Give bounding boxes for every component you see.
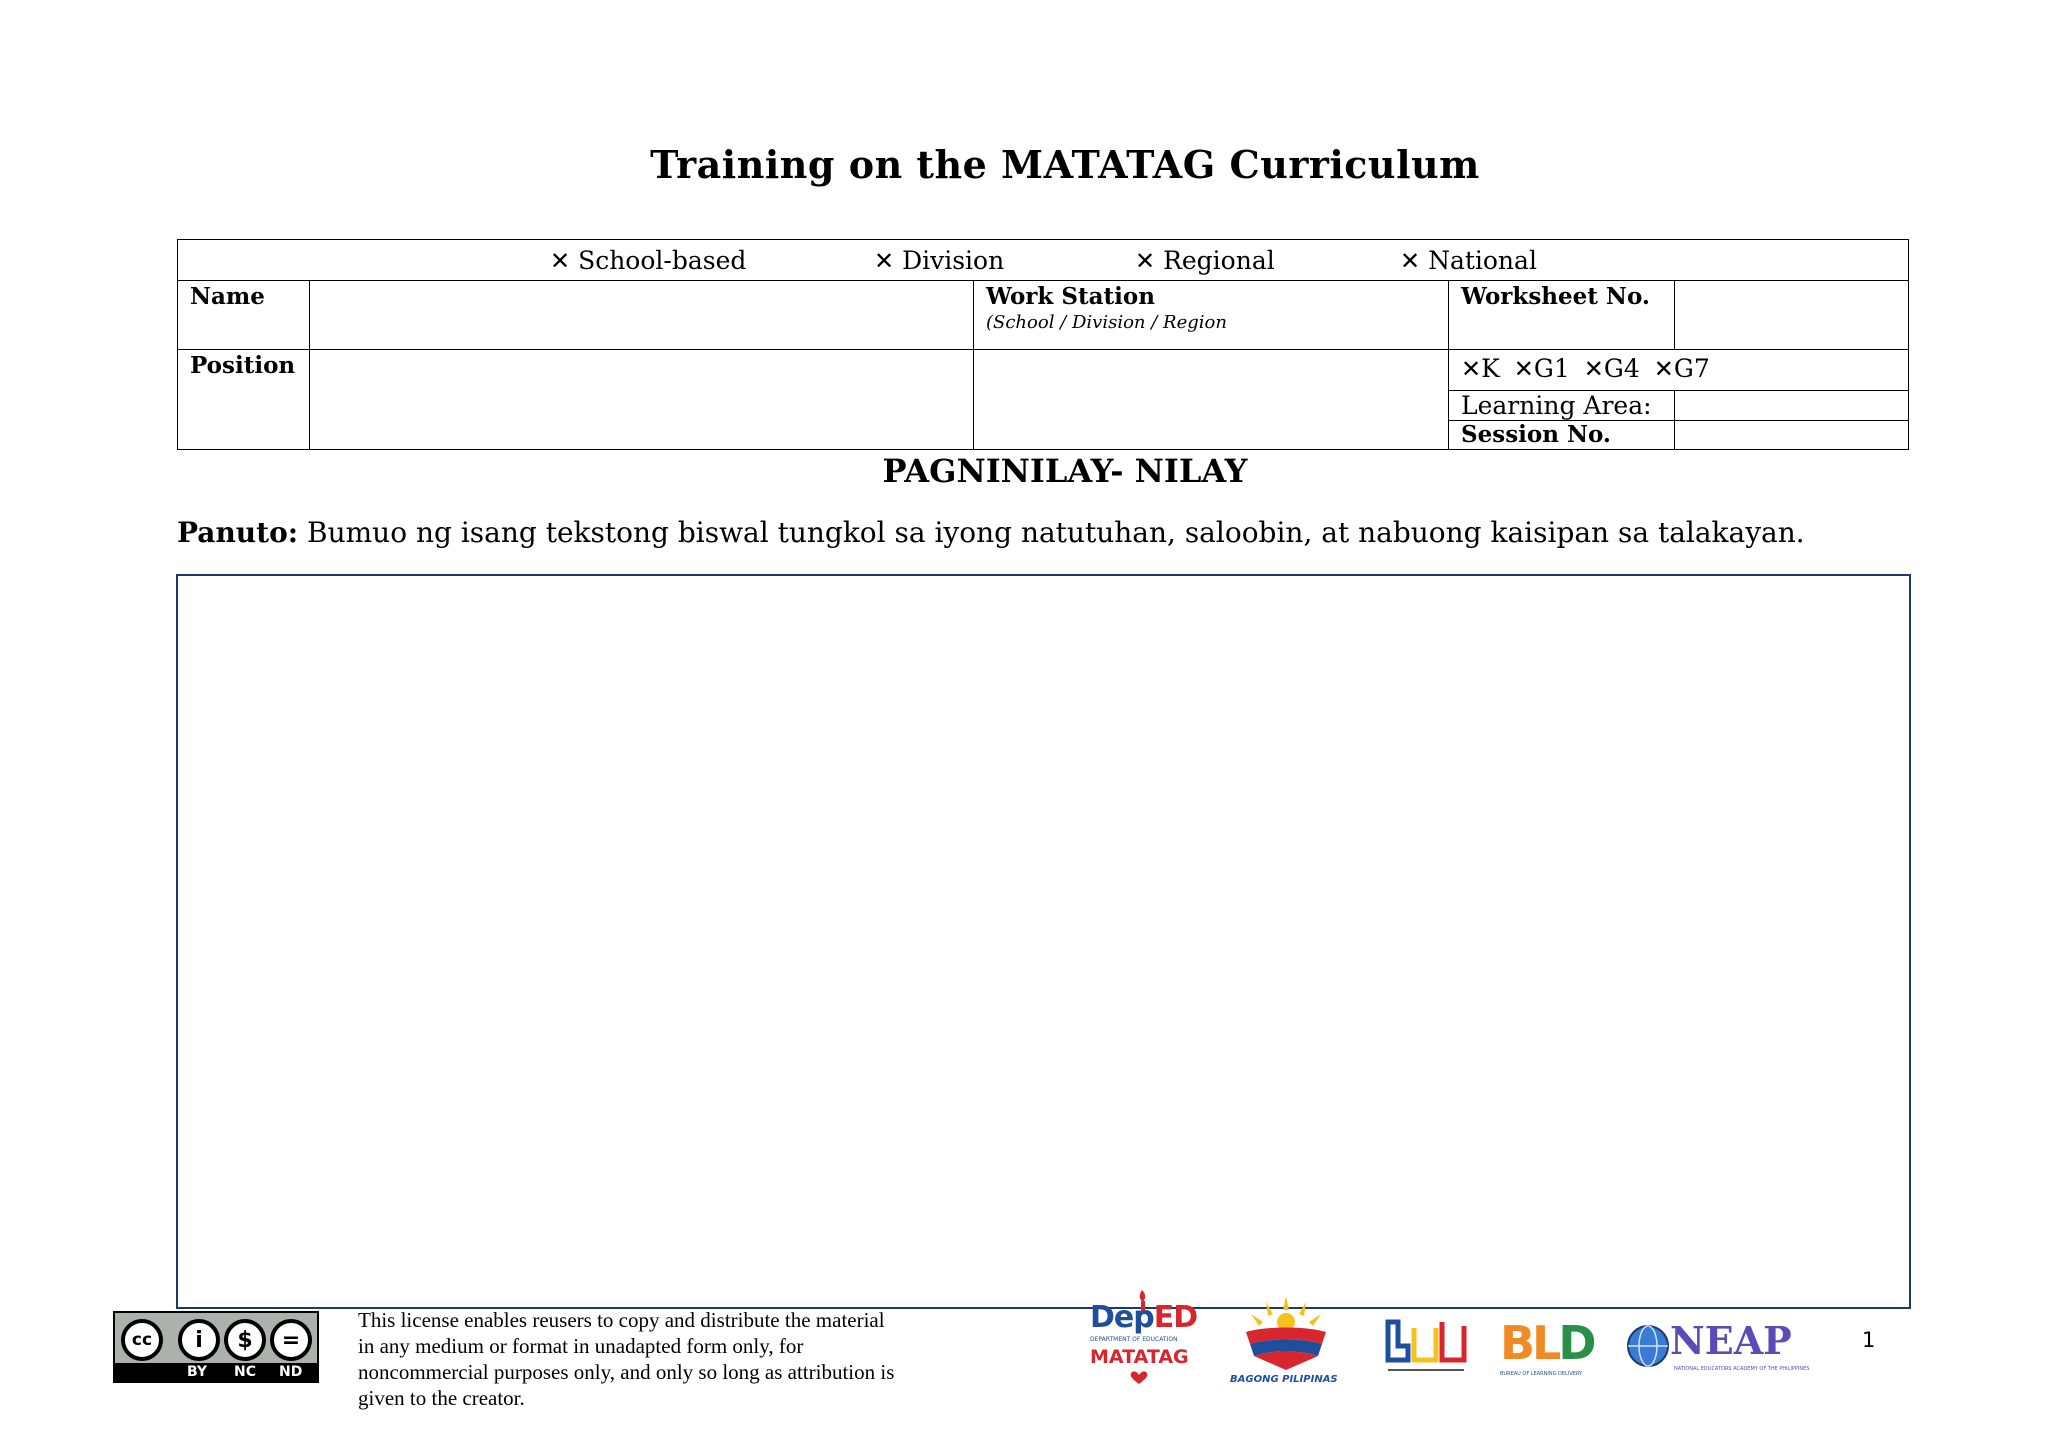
license-line: noncommercial purposes only, and only so long as attribution is [358,1360,895,1384]
grade-option-g4[interactable] [1584,354,1640,383]
bld-subtext: BUREAU OF LEARNING DELIVERY [1500,1371,1583,1377]
bagong-pilipinas-emblem-icon [1226,1296,1346,1372]
training-form-table [177,239,1909,450]
noderivatives-icon: = [270,1319,312,1361]
x-mark-icon: ✕ [1135,247,1156,275]
instruction [177,516,1937,549]
grade-option-k[interactable] [1461,354,1500,383]
grade-label: G4 [1603,354,1640,383]
deped-matatag-logo [1088,1288,1218,1388]
grade-option-g7[interactable] [1654,354,1710,383]
worksheet-label-cell [1449,281,1675,350]
grade-label: G1 [1533,354,1570,383]
position-label: Position [190,352,296,379]
work-station-label: Work Station [986,283,1155,310]
x-mark-icon: ✕ [1400,247,1421,275]
deped-text: DepED [1090,1300,1198,1335]
bcd-emblem-icon [1384,1316,1468,1378]
bagong-pilipinas-text: BAGONG PILIPINAS [1230,1374,1338,1385]
cc-label-bar [115,1363,317,1381]
license-line: This license enables reusers to copy and distribute the material [358,1308,885,1332]
document-title: Training on the MATATAG Curriculum [650,142,1480,187]
level-option-national[interactable] [1400,246,1537,275]
neap-text: NEAP [1670,1318,1792,1363]
work-station-label-cell [974,281,1449,350]
level-cell [178,240,1909,281]
worksheet-label: Worksheet No. [1461,283,1650,310]
matatag-text: MATATAG [1090,1346,1189,1368]
level-option-school-based[interactable] [550,246,746,275]
noncommercial-icon: $ [224,1319,266,1361]
neap-logo [1626,1318,1816,1380]
instruction-label: Panuto: [177,516,299,549]
work-station-field[interactable] [974,350,1449,450]
instruction-text: Bumuo ng isang tekstong biswal tungkol sa iyong natutuhan, saloobin, at nabuong kaisipan sa talakayan. [298,516,1805,549]
x-mark-icon: ✕ [1653,355,1674,383]
x-mark-icon: ✕ [1461,355,1482,383]
grade-label: G7 [1673,354,1710,383]
answer-box[interactable] [176,574,1911,1309]
position-label-cell [178,350,310,450]
level-options [178,240,1908,280]
cc-license-badge [113,1311,319,1383]
bld-wordmark [1500,1316,1594,1370]
heart-icon [1128,1370,1150,1384]
session-label: Session No. [1449,421,1675,450]
page-number: 1 [1862,1328,1876,1352]
x-mark-icon: ✕ [1583,355,1604,383]
x-mark-icon: ✕ [874,247,895,275]
neap-subtext: NATIONAL EDUCATORS ACADEMY OF THE PHILIPPINES [1674,1366,1810,1372]
cc-nd-label: ND [279,1364,303,1380]
globe-icon [1626,1324,1670,1368]
cc-by-label: BY [187,1364,208,1380]
level-option-division[interactable] [874,246,1004,275]
level-label: Regional [1163,246,1275,275]
level-label: Division [902,246,1005,275]
deped-wordmark [1090,1300,1197,1335]
level-row [178,240,1909,281]
learning-area-label: Learning Area: [1449,391,1675,421]
bureau-curriculum-logo [1384,1316,1468,1378]
license-line: given to the creator. [358,1386,525,1410]
grade-options [1449,350,1909,391]
section-title: PAGNINILAY- NILAY [882,452,1248,490]
position-row [178,350,1909,391]
x-mark-icon: ✕ [550,247,571,275]
bld-logo [1500,1316,1600,1382]
position-field[interactable] [310,350,974,450]
grade-option-g1[interactable] [1514,354,1570,383]
cc-icon: cc [121,1319,163,1361]
level-option-regional[interactable] [1135,246,1275,275]
deped-subtext: DEPARTMENT OF EDUCATION [1090,1336,1178,1343]
learning-area-field[interactable] [1675,391,1909,421]
name-label-cell [178,281,310,350]
cc-nc-label: NC [234,1364,256,1380]
name-label: Name [190,283,265,310]
name-row [178,281,1909,350]
level-label: School-based [578,246,747,275]
worksheet-number-field[interactable] [1675,281,1909,350]
level-label: National [1428,246,1537,275]
grade-label: K [1481,354,1500,383]
license-text [358,1307,958,1411]
name-field[interactable] [310,281,974,350]
attribution-icon: i [178,1319,220,1361]
session-number-field[interactable] [1675,421,1909,450]
license-line: in any medium or format in unadapted form only, for [358,1334,804,1358]
work-station-sublabel: (School / Division / Region [986,312,1227,333]
x-mark-icon: ✕ [1513,355,1534,383]
bld-text: BLD [1500,1316,1594,1370]
bagong-pilipinas-logo [1226,1296,1346,1392]
